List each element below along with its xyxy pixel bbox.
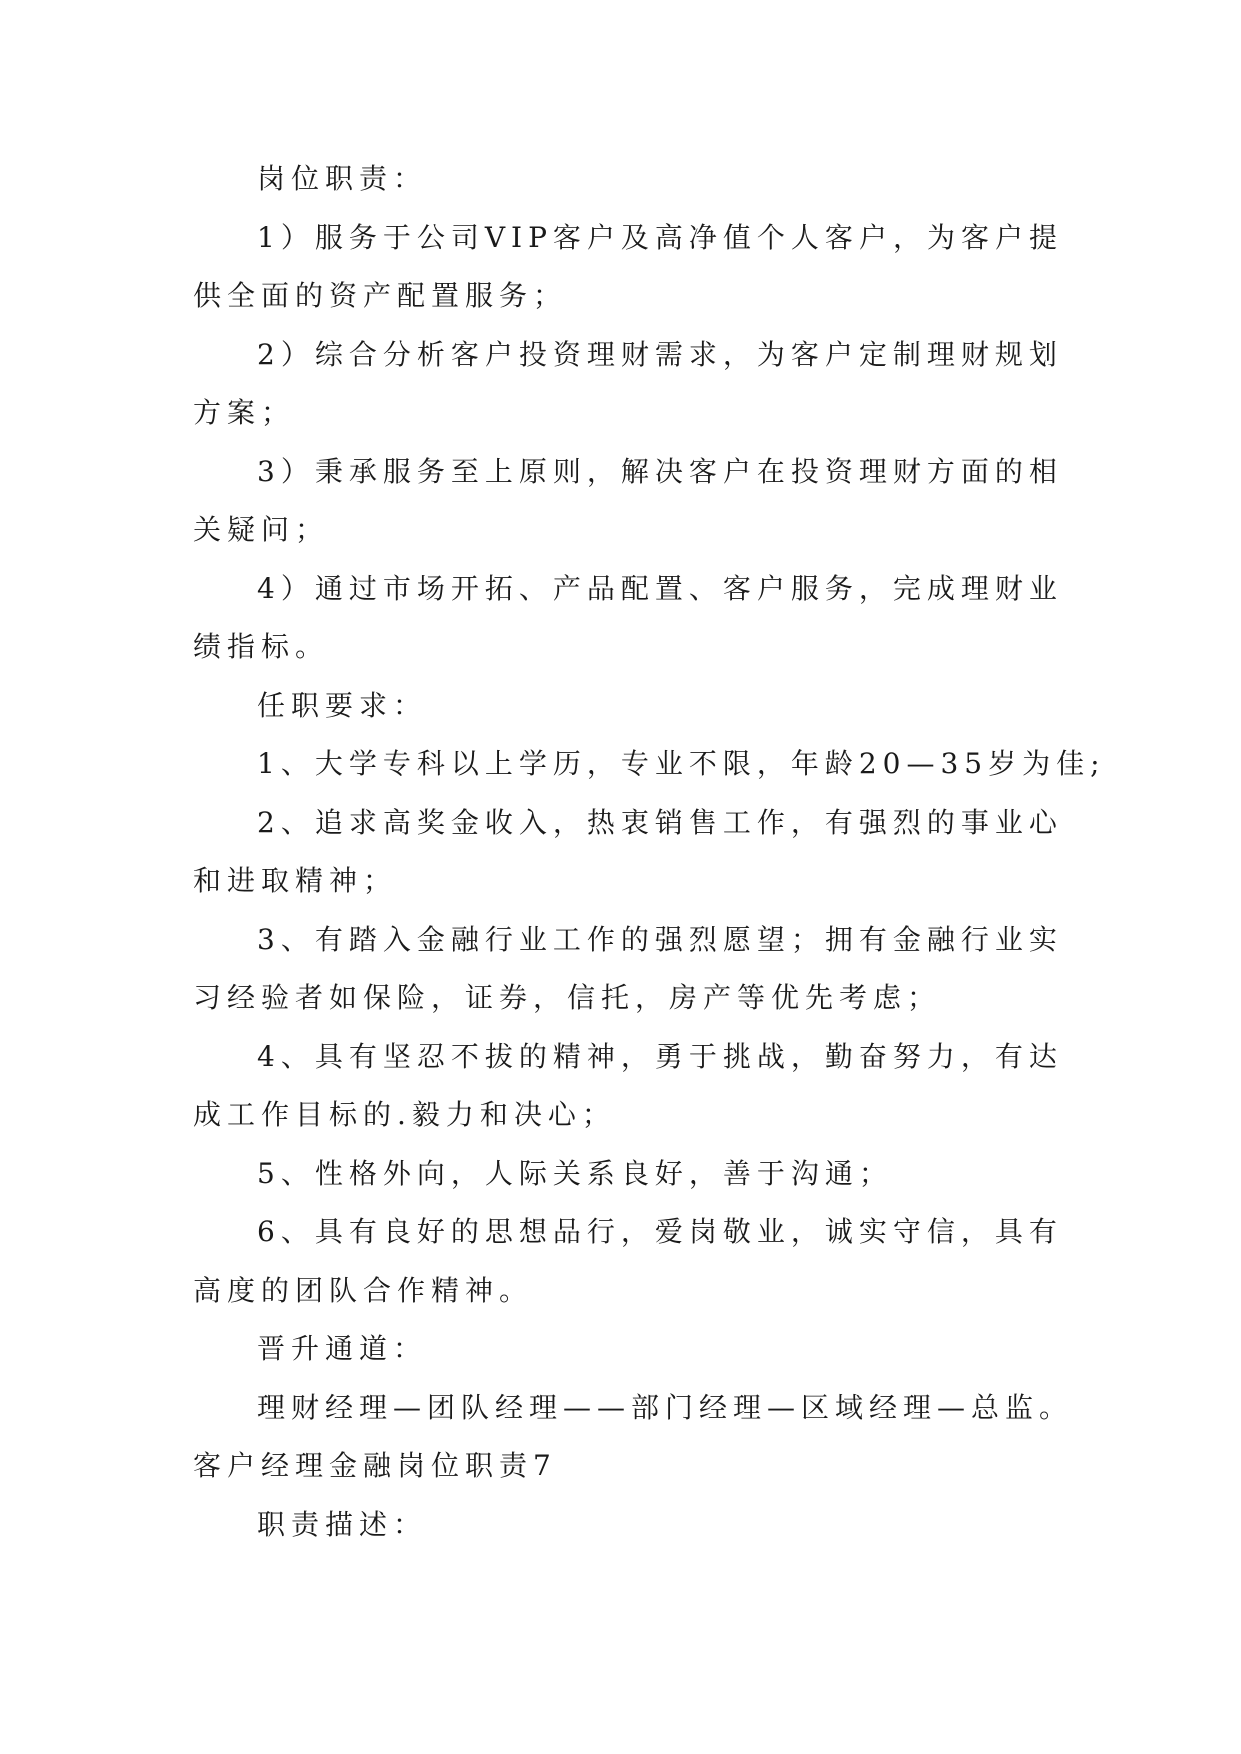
requirement-item-3: 3、有踏入金融行业工作的强烈愿望；拥有金融行业实 xyxy=(257,922,1063,956)
section-heading-promotion: 晋升通道： xyxy=(257,1332,428,1365)
duty-item-3: 3）秉承服务至上原则，解决客户在投资理财方面的相 xyxy=(257,454,1063,488)
requirement-item-1: 1、大学专科以上学历，专业不限，年龄20—35岁为佳; xyxy=(257,747,1106,780)
section-heading-requirements: 任职要求： xyxy=(257,688,428,722)
section-heading-duties: 岗位职责： xyxy=(257,162,428,195)
requirement-item-5: 5、性格外向，人际关系良好，善于沟通； xyxy=(257,1156,893,1190)
section-heading-job-description: 职责描述： xyxy=(257,1507,428,1541)
requirement-item-3-cont: 习经验者如保险，证券，信托，房产等优先考虑； xyxy=(193,981,942,1014)
document-body xyxy=(193,150,1106,1554)
requirement-item-6-cont: 高度的团队合作精神。 xyxy=(193,1273,534,1307)
requirement-item-4-cont: 成工作目标的.毅力和决心； xyxy=(193,1098,616,1131)
duty-item-4-cont: 绩指标。 xyxy=(193,630,330,663)
requirement-item-6: 6、具有良好的思想品行，爱岗敬业，诚实守信，具有 xyxy=(257,1215,1063,1248)
requirement-item-4: 4、具有坚忍不拔的精神，勇于挑战，勤奋努力，有达 xyxy=(257,1039,1063,1073)
duty-item-1-cont: 供全面的资产配置服务； xyxy=(193,279,568,312)
duty-item-2: 2）综合分析客户投资理财需求，为客户定制理财规划 xyxy=(257,337,1063,371)
document-section-title: 客户经理金融岗位职责7 xyxy=(193,1449,557,1482)
duty-item-2-cont: 方案； xyxy=(193,396,296,429)
duty-item-4: 4）通过市场开拓、产品配置、客户服务，完成理财业 xyxy=(257,571,1063,605)
duty-item-3-cont: 关疑问； xyxy=(193,513,330,546)
requirement-item-2: 2、追求高奖金收入，热衷销售工作，有强烈的事业心 xyxy=(257,805,1063,839)
requirement-item-2-cont: 和进取精神； xyxy=(193,864,398,897)
promotion-path: 理财经理—团队经理——部门经理—区域经理—总监。 xyxy=(257,1390,1074,1424)
duty-item-1: 1）服务于公司VIP客户及高净值个人客户，为客户提 xyxy=(257,220,1063,254)
